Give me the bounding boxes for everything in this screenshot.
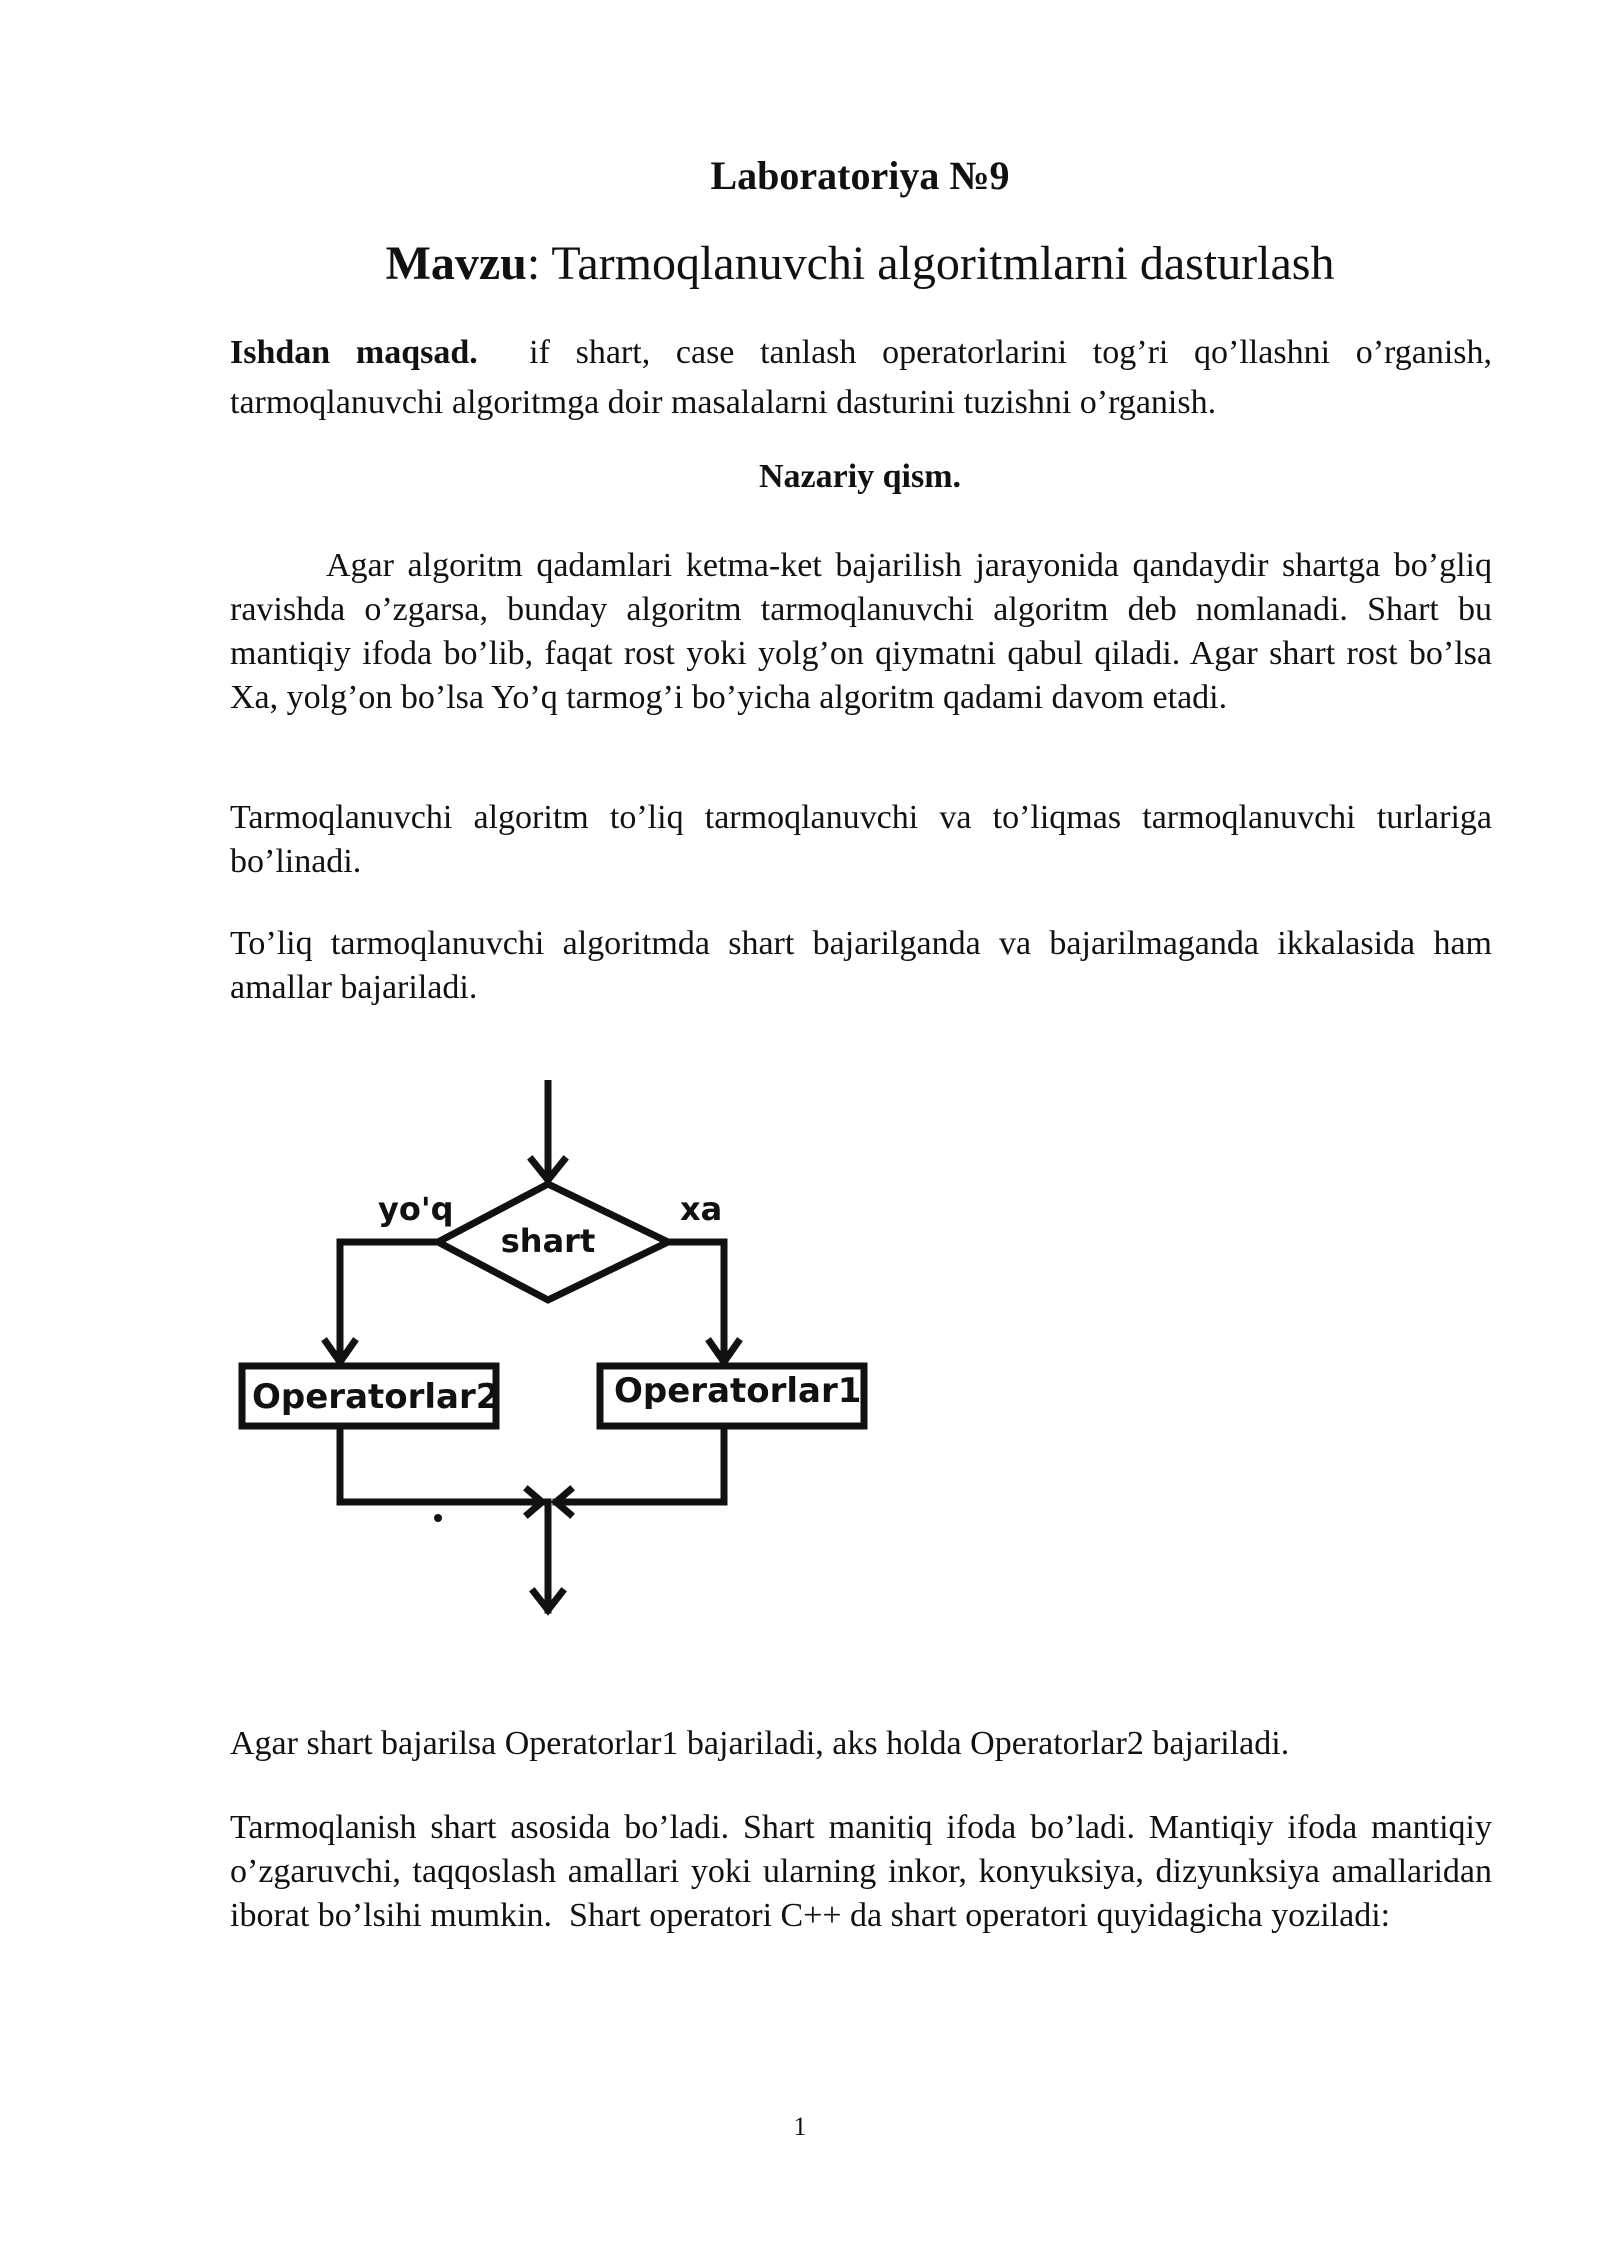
topic-text: : Tarmoqlanuvchi algoritmlarni dasturlash [526,237,1335,290]
flowchart-svg [230,1080,890,1640]
theory-heading: Nazariy qism. [758,458,962,495]
stray-dot [434,1514,442,1522]
theory-paragraph-1-text: Agar algoritm qadamlari ketma-ket bajarilish jarayonida qandaydir shartga bo’gliq ravishda o’zgarsa, bunday algoritm tarmoqlanuvchi algoritm deb nomlanadi. Shart bu mantiqiy ifoda bo’lib, faqat rost yoki yolg’on qiymatni qabul qiladi. Agar shart rost bo’lsa Xa, yolg’on bo’lsa Yo’q tarmog’i bo’yicha algoritm qadami davom etadi. [230,547,1492,716]
after-paragraph-1: Agar shart bajarilsa Operatorlar1 bajariladi, aks holda Operatorlar2 bajariladi. [230,1725,1290,1762]
theory-paragraph-1 [230,544,1492,720]
decision-label: shart [500,1222,596,1260]
right-box-label: Operatorlar1 [614,1371,862,1411]
theory-paragraph-2: Tarmoqlanuvchi algoritm to’liq tarmoqlanuvchi va to’liqmas tarmoqlanuvchi turlariga bo’linadi. [230,799,1492,880]
topic-label: Mavzu [385,237,527,290]
right-merge-line [556,1426,724,1502]
goal-text: if shart, case tanlash operatorlarini tog’ri qo’llashni o’rganish, tarmoqlanuvchi algoritmga doir masalalarni dasturini tuzishni o’rganish. [230,334,1501,421]
goal-paragraph [230,328,1501,428]
page-number: 1 [793,2112,807,2141]
branching-flowchart [230,1080,890,1640]
left-box-label: Operatorlar2 [252,1377,500,1417]
yes-branch-line [668,1242,724,1360]
after-paragraph-2: Tarmoqlanish shart asosida bo’ladi. Shart manitiq ifoda bo’ladi. Mantiqiy ifoda mantiqiy o’zgaruvchi, taqqoslash amallari yoki ularning inkor, konyuksiya, dizyunksiya amallaridan iborat bo’lsihi mumkin. Shart operatori C++ da shart operatori quyidagicha yoziladi: [230,1809,1501,1934]
lab-title: Laboratoriya №9 [710,153,1010,198]
no-label: yo'q [378,1190,454,1228]
topic-line [230,236,1490,291]
theory-paragraph-3: To’liq tarmoqlanuvchi algoritmda shart bajarilganda va bajarilmaganda ikkalasida ham amallar bajariladi. [230,925,1492,1006]
left-merge-line [340,1426,542,1502]
yes-label: xa [680,1190,723,1228]
goal-label: Ishdan maqsad. [230,334,478,371]
